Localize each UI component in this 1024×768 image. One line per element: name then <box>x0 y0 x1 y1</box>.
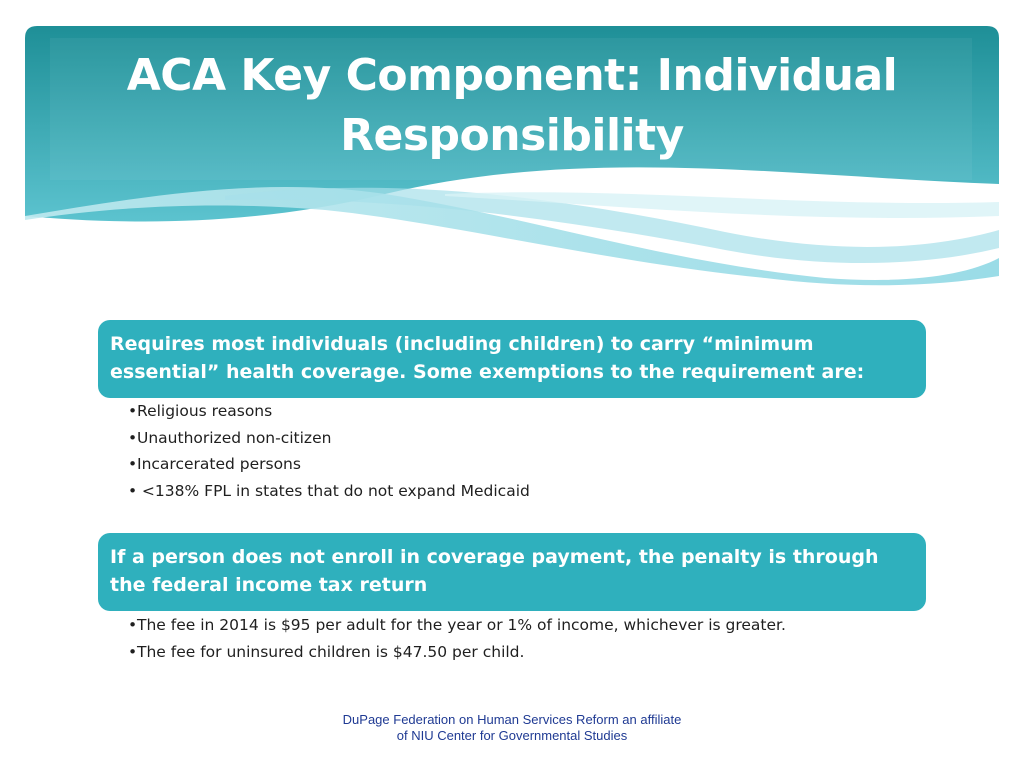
exemptions-list <box>128 398 530 505</box>
list-item-text: <138% FPL in states that do not expand Medicaid <box>137 482 530 501</box>
list-item-text: The fee in 2014 is $95 per adult for the year or 1% of income, whichever is greater. <box>137 616 786 634</box>
penalty-heading-line2: the federal income tax return <box>110 574 428 596</box>
list-item <box>128 425 530 452</box>
slide-title <box>52 46 972 166</box>
footer-attribution <box>312 712 712 744</box>
list-item <box>128 478 530 505</box>
list-item-text: Incarcerated persons <box>137 455 301 474</box>
list-item-text: The fee for uninsured children is $47.50 per child. <box>137 642 525 661</box>
requirement-section-heading <box>110 330 914 386</box>
list-item <box>128 398 530 425</box>
list-item <box>128 639 786 666</box>
footer-line1: DuPage Federation on Human Services Reform an affiliate <box>342 712 682 727</box>
bullet-dot-icon: • <box>128 642 138 661</box>
footer-line2: of NIU Center for Governmental Studies <box>396 728 628 743</box>
penalty-section-heading <box>110 543 914 599</box>
bullet-dot-icon: • <box>128 455 138 474</box>
penalty-section-box <box>98 533 926 611</box>
list-item-text: Religious reasons <box>137 402 273 420</box>
requirement-heading-line1: Requires most individuals (including children) to carry “minimum <box>110 333 814 355</box>
bullet-dot-icon: • <box>128 482 138 501</box>
list-item <box>128 451 530 478</box>
requirement-heading-line2: essential” health coverage. Some exemptions to the requirement are: <box>110 361 865 383</box>
list-item <box>128 612 786 639</box>
bullet-dot-icon: • <box>128 428 138 447</box>
penalty-list <box>128 612 786 665</box>
requirement-section-box <box>98 320 926 398</box>
bullet-dot-icon: • <box>128 616 138 634</box>
list-item-text: Unauthorized non-citizen <box>137 428 332 447</box>
bullet-dot-icon: • <box>128 402 138 420</box>
slide-title-line2: Responsibility <box>340 110 684 161</box>
penalty-heading-line1: If a person does not enroll in coverage payment, the penalty is through <box>110 546 879 568</box>
slide-title-line1: ACA Key Component: Individual <box>126 50 898 101</box>
